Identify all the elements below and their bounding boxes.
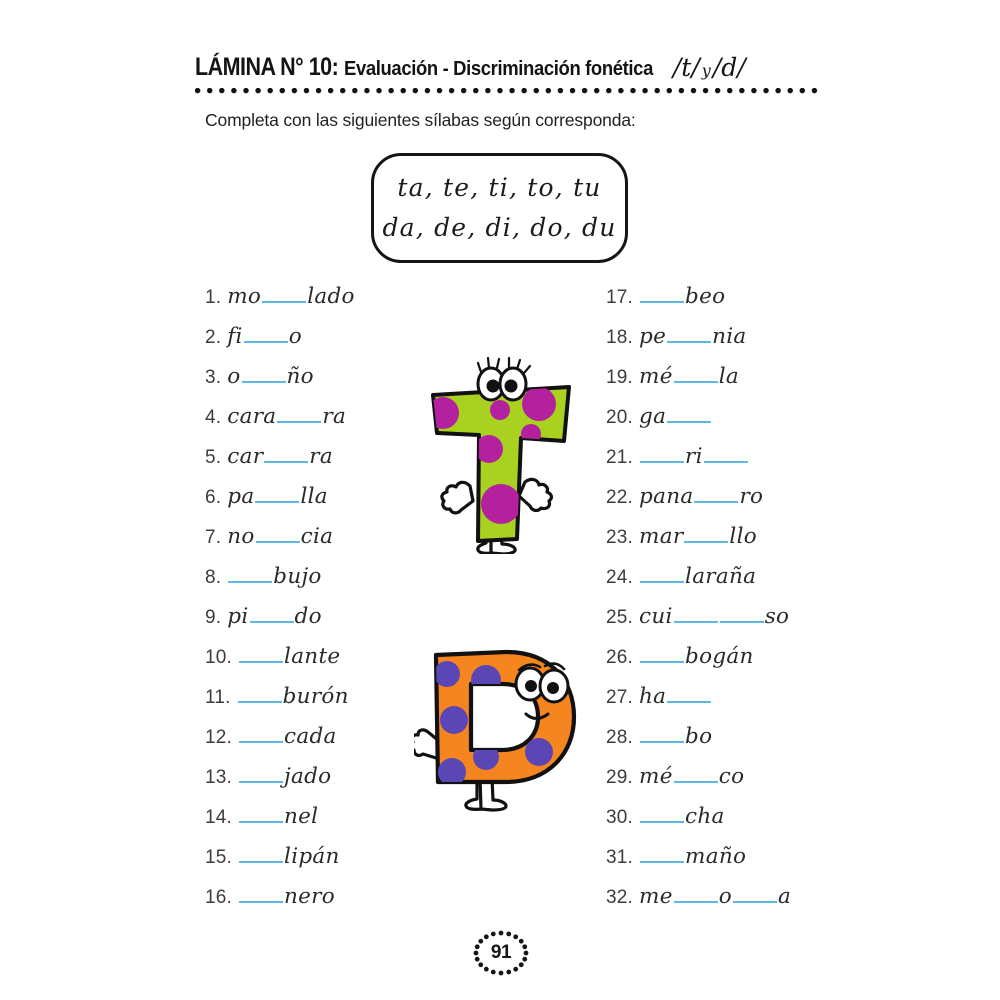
exercise-item-number: 26.: [606, 647, 634, 669]
exercise-item-number: 25.: [606, 607, 634, 629]
answer-blank[interactable]: [239, 723, 283, 743]
exercise-item[interactable]: [606, 803, 856, 843]
answer-blank[interactable]: [667, 403, 711, 423]
exercise-item[interactable]: [606, 483, 856, 523]
exercise-item-text: lado: [307, 284, 355, 310]
exercise-item-number: 8.: [205, 567, 222, 589]
exercise-item-number: 7.: [205, 527, 222, 549]
answer-blank[interactable]: [674, 363, 718, 383]
exercise-item-text: o: [227, 364, 241, 390]
exercise-item[interactable]: [205, 763, 445, 803]
exercise-item-text: mé: [639, 764, 673, 790]
exercise-item-text: nero: [284, 884, 336, 910]
exercise-item-text: so: [764, 604, 790, 630]
answer-blank[interactable]: [239, 643, 283, 663]
exercise-item-text: o: [288, 324, 302, 350]
answer-blank[interactable]: [239, 843, 283, 863]
exercise-column-left: [205, 283, 445, 923]
exercise-item[interactable]: [205, 323, 445, 363]
exercise-item-text: lipán: [284, 844, 340, 870]
answer-blank[interactable]: [720, 603, 764, 623]
exercise-item-text: pa: [227, 484, 255, 510]
title-lamina-number: LÁMINA N° 10:: [195, 53, 339, 81]
header-dotted-rule: [195, 88, 819, 94]
page-header: [195, 52, 823, 100]
answer-blank[interactable]: [667, 683, 711, 703]
exercise-item-text: pe: [639, 324, 667, 350]
exercise-item[interactable]: [205, 283, 445, 323]
exercise-item-text: cui: [639, 604, 673, 630]
answer-blank[interactable]: [640, 563, 684, 583]
exercise-item[interactable]: [205, 563, 445, 603]
syllable-line-t: ta, te, ti, to, tu: [397, 173, 602, 202]
answer-blank[interactable]: [694, 483, 738, 503]
exercise-item[interactable]: [205, 403, 445, 443]
answer-blank[interactable]: [684, 523, 728, 543]
answer-blank[interactable]: [640, 803, 684, 823]
exercise-item[interactable]: [205, 723, 445, 763]
exercise-item-text: cada: [284, 724, 337, 750]
exercise-item-number: 6.: [205, 487, 222, 509]
exercise-item-text: ra: [322, 404, 347, 430]
title-phonemes: [673, 53, 746, 86]
exercise-item-text: la: [718, 364, 740, 390]
answer-blank[interactable]: [674, 763, 718, 783]
exercise-item-number: 2.: [205, 327, 222, 349]
exercise-item-number: 4.: [205, 407, 222, 429]
exercise-item-number: 30.: [606, 807, 634, 829]
exercise-item[interactable]: [606, 523, 856, 563]
exercise-item-text: laraña: [685, 564, 757, 590]
exercise-item-text: cara: [227, 404, 277, 430]
exercise-item-number: 1.: [205, 287, 222, 309]
exercise-item[interactable]: [205, 603, 445, 643]
exercise-item[interactable]: [606, 723, 856, 763]
exercise-item-text: nel: [284, 804, 319, 830]
exercise-item-number: 13.: [205, 767, 233, 789]
exercise-item-number: 31.: [606, 847, 634, 869]
exercise-item-text: bo: [685, 724, 713, 750]
exercise-item-text: mé: [639, 364, 673, 390]
answer-blank[interactable]: [674, 883, 718, 903]
exercise-item[interactable]: [606, 763, 856, 803]
exercise-item-number: 20.: [606, 407, 634, 429]
exercise-item-text: pi: [227, 604, 249, 630]
exercise-item-number: 12.: [205, 727, 233, 749]
answer-blank[interactable]: [674, 603, 718, 623]
phoneme-t-label: /t/: [672, 53, 700, 82]
exercise-item-number: 23.: [606, 527, 634, 549]
exercise-item-text: ha: [639, 684, 667, 710]
answer-blank[interactable]: [667, 323, 711, 343]
exercise-item-text: car: [227, 444, 264, 470]
answer-blank[interactable]: [262, 283, 306, 303]
answer-blank[interactable]: [256, 523, 300, 543]
exercise-item-number: 27.: [606, 687, 634, 709]
exercise-item[interactable]: [606, 443, 856, 483]
exercise-item[interactable]: [606, 323, 856, 363]
page-number-value: 91: [490, 942, 512, 963]
exercise-item-number: 29.: [606, 767, 634, 789]
exercise-column-right: [606, 283, 856, 923]
page-number-badge: [470, 928, 532, 978]
exercise-item[interactable]: [205, 643, 445, 683]
answer-blank[interactable]: [264, 443, 308, 463]
exercise-item-text: cha: [685, 804, 725, 830]
exercise-item-number: 19.: [606, 367, 634, 389]
exercise-item-number: 9.: [205, 607, 222, 629]
exercise-item-text: do: [294, 604, 322, 630]
exercise-item-text: no: [227, 524, 255, 550]
answer-blank[interactable]: [640, 443, 684, 463]
exercise-item-number: 32.: [606, 887, 634, 909]
exercise-item-text: co: [718, 764, 745, 790]
exercise-item[interactable]: [205, 523, 445, 563]
exercise-item-text: nia: [712, 324, 747, 350]
exercise-item[interactable]: [205, 803, 445, 843]
letter-d-character-icon: [414, 632, 586, 820]
exercise-item-text: bogán: [685, 644, 754, 670]
phoneme-conjunction: y: [701, 61, 711, 80]
exercise-item[interactable]: [205, 843, 445, 883]
page-title: [195, 52, 746, 90]
exercise-item[interactable]: [205, 683, 445, 723]
exercise-item-text: llo: [729, 524, 758, 550]
title-subject: Evaluación - Discriminación fonética: [343, 57, 653, 80]
exercise-item[interactable]: [606, 883, 856, 923]
exercise-item-text: bujo: [273, 564, 322, 590]
answer-blank[interactable]: [277, 403, 321, 423]
answer-blank[interactable]: [640, 843, 684, 863]
exercise-item-text: beo: [685, 284, 726, 310]
exercise-item[interactable]: [606, 843, 856, 883]
syllable-line-d: da, de, di, do, du: [382, 213, 617, 242]
exercise-item-text: ro: [739, 484, 764, 510]
exercise-item-number: 5.: [205, 447, 222, 469]
answer-blank[interactable]: [238, 683, 282, 703]
answer-blank[interactable]: [640, 283, 684, 303]
exercise-item[interactable]: [606, 683, 856, 723]
exercise-item-text: a: [777, 884, 792, 910]
exercise-item-text: mo: [227, 284, 262, 310]
exercise-item-text: ri: [685, 444, 703, 470]
exercise-item-number: 28.: [606, 727, 634, 749]
exercise-item[interactable]: [606, 283, 856, 323]
exercise-item-number: 15.: [205, 847, 233, 869]
exercise-item-text: ga: [639, 404, 667, 430]
exercise-item[interactable]: [606, 643, 856, 683]
exercise-item-number: 11.: [205, 687, 231, 709]
exercise-item-number: 10.: [205, 647, 233, 669]
exercise-item-number: 22.: [606, 487, 634, 509]
answer-blank[interactable]: [228, 563, 272, 583]
answer-blank[interactable]: [255, 483, 299, 503]
exercise-item[interactable]: [606, 403, 856, 443]
syllable-bank-box: [371, 153, 628, 263]
exercise-item[interactable]: [606, 603, 856, 643]
exercise-item[interactable]: [606, 363, 856, 403]
exercise-item-text: lante: [284, 644, 341, 670]
exercise-item-number: 17.: [606, 287, 634, 309]
answer-blank[interactable]: [640, 643, 684, 663]
exercise-item-text: ra: [309, 444, 333, 470]
exercise-item-text: o: [718, 884, 732, 910]
exercise-item-text: pana: [639, 484, 694, 510]
exercise-item-text: burón: [282, 684, 349, 710]
exercise-item-text: jado: [284, 764, 332, 790]
answer-blank[interactable]: [640, 723, 684, 743]
answer-blank[interactable]: [704, 443, 748, 463]
letter-t-character-icon: [421, 356, 581, 554]
exercise-item-number: 3.: [205, 367, 222, 389]
answer-blank[interactable]: [239, 763, 283, 783]
exercise-item[interactable]: [205, 363, 445, 403]
answer-blank[interactable]: [239, 883, 283, 903]
exercise-item-number: 21.: [606, 447, 634, 469]
exercise-item-number: 24.: [606, 567, 634, 589]
exercise-item-number: 16.: [205, 887, 233, 909]
answer-blank[interactable]: [239, 803, 283, 823]
exercise-item-number: 18.: [606, 327, 634, 349]
exercise-item-text: maño: [685, 844, 747, 870]
phoneme-d-label: /d/: [712, 53, 746, 82]
exercise-item-text: cia: [300, 524, 334, 550]
exercise-item-text: ño: [286, 364, 314, 390]
exercise-item-text: lla: [300, 484, 328, 510]
answer-blank[interactable]: [250, 603, 294, 623]
instruction-text: Completa con las siguientes sílabas según corresponda:: [205, 110, 636, 130]
exercise-item[interactable]: [205, 443, 445, 483]
exercise-item-text: fi: [227, 324, 243, 350]
answer-blank[interactable]: [244, 323, 288, 343]
exercise-item-text: mar: [639, 524, 684, 550]
answer-blank[interactable]: [733, 883, 777, 903]
exercise-item[interactable]: [606, 563, 856, 603]
exercise-item-number: 14.: [205, 807, 233, 829]
answer-blank[interactable]: [242, 363, 286, 383]
exercise-item[interactable]: [205, 483, 445, 523]
exercise-item-text: me: [639, 884, 673, 910]
exercise-item[interactable]: [205, 883, 445, 923]
